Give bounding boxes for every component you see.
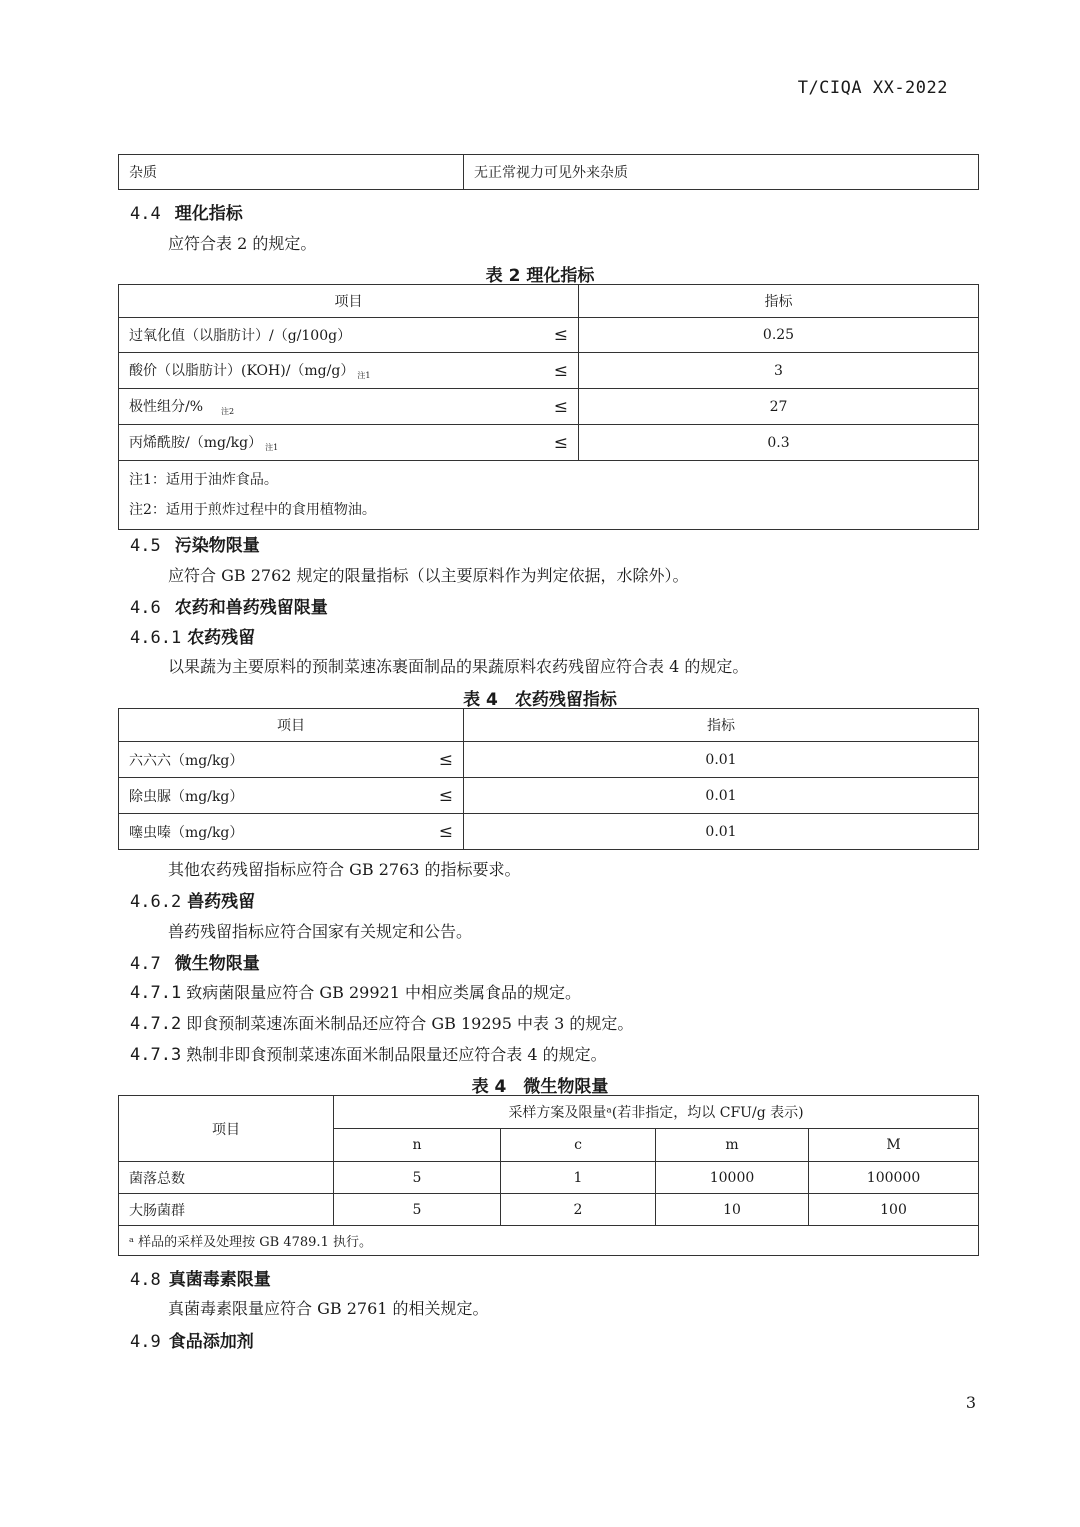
table2-physicochemical bbox=[118, 284, 979, 530]
table-header-cell: 指标 bbox=[579, 285, 979, 318]
section-heading-4-7 bbox=[130, 949, 260, 974]
table-cell-item: 噻虫嗪（mg/kg） bbox=[119, 814, 414, 850]
section-heading-4-6 bbox=[130, 593, 328, 618]
table-caption: 表 4 微生物限量 bbox=[471, 1077, 609, 1097]
table-cell-m: 10000 bbox=[656, 1162, 809, 1194]
table-cell-item bbox=[119, 425, 529, 461]
table-cell-n: 5 bbox=[334, 1194, 501, 1226]
table-header-cell: M bbox=[809, 1129, 979, 1162]
table-cell-item bbox=[119, 318, 529, 353]
table-cell-value: 0.01 bbox=[464, 814, 979, 850]
table-cell-le: ≤ bbox=[414, 742, 464, 778]
paragraph: 兽药残留指标应符合国家有关规定和公告。 bbox=[168, 922, 473, 941]
table-header-cell: n bbox=[334, 1129, 501, 1162]
table-header-cell: c bbox=[501, 1129, 656, 1162]
paragraph: 以果蔬为主要原料的预制菜速冻裹面制品的果蔬原料农药残留应符合表 4 的规定。 bbox=[168, 657, 749, 676]
table-notes-row bbox=[119, 1226, 979, 1256]
table-header-row bbox=[119, 1096, 979, 1129]
clause-number: 4.7.2 bbox=[130, 1014, 182, 1034]
table-cell-requirement: 无正常视力可见外来杂质 bbox=[464, 155, 979, 190]
section-number: 4.6.1 bbox=[130, 628, 182, 648]
clause-text: 即食预制菜速冻面米制品还应符合 GB 19295 中表 3 的规定。 bbox=[186, 1014, 634, 1033]
section-title: 农药和兽药残留限量 bbox=[174, 598, 328, 618]
table-header-cell: 指标 bbox=[464, 709, 979, 742]
clause-4-7-1 bbox=[130, 980, 581, 1003]
section-title: 食品添加剂 bbox=[168, 1332, 254, 1352]
clause-4-7-2 bbox=[130, 1011, 633, 1034]
table-cell-value: 0.3 bbox=[579, 425, 979, 461]
table-cell-c: 1 bbox=[501, 1162, 656, 1194]
section-number: 4.6 bbox=[130, 598, 161, 618]
table-header-cell: 项目 bbox=[119, 1096, 334, 1162]
table-header-cell: 采样方案及限量ᵃ(若非指定，均以 CFU/g 表示) bbox=[334, 1096, 979, 1129]
table-cell-value: 0.25 bbox=[579, 318, 979, 353]
section-heading-4-5 bbox=[130, 531, 260, 556]
section-title: 污染物限量 bbox=[174, 536, 260, 556]
table-row bbox=[119, 318, 979, 353]
table-cell-value: 0.01 bbox=[464, 742, 979, 778]
note-ref: 注2 bbox=[221, 407, 235, 416]
table-row bbox=[119, 389, 979, 425]
table-row bbox=[119, 814, 979, 850]
section-heading-4-6-2 bbox=[130, 887, 255, 912]
table1-tail bbox=[118, 154, 979, 190]
table4-pesticide bbox=[118, 708, 979, 850]
table-cell-value: 3 bbox=[579, 353, 979, 389]
document-code: T/CIQA XX-2022 bbox=[797, 78, 948, 98]
paragraph: 真菌毒素限量应符合 GB 2761 的相关规定。 bbox=[168, 1299, 489, 1318]
table-header-cell: 项目 bbox=[119, 285, 579, 318]
table-cell-value: 0.01 bbox=[464, 778, 979, 814]
clause-number: 4.7.1 bbox=[130, 983, 182, 1003]
table-header-row bbox=[119, 709, 979, 742]
paragraph: 应符合 GB 2762 规定的限量指标（以主要原料作为判定依据，水除外）。 bbox=[168, 566, 689, 585]
section-title: 理化指标 bbox=[174, 204, 243, 224]
table-cell-value: 27 bbox=[579, 389, 979, 425]
table-cell-le: ≤ bbox=[529, 389, 579, 425]
table-cell-item: 菌落总数 bbox=[119, 1162, 334, 1194]
table-cell-le: ≤ bbox=[414, 814, 464, 850]
paragraph: 应符合表 2 的规定。 bbox=[168, 234, 317, 253]
item-text: 过氧化值（以脂肪计）/（g/100g） bbox=[129, 328, 352, 344]
table-cell-item bbox=[119, 389, 529, 425]
table-header-cell: m bbox=[656, 1129, 809, 1162]
clause-number: 4.7.3 bbox=[130, 1045, 182, 1065]
section-number: 4.5 bbox=[130, 536, 161, 556]
table-cell-M: 100000 bbox=[809, 1162, 979, 1194]
table-cell-item: 除虫脲（mg/kg） bbox=[119, 778, 414, 814]
section-number: 4.7 bbox=[130, 954, 161, 974]
table-cell-item: 大肠菌群 bbox=[119, 1194, 334, 1226]
section-heading-4-8 bbox=[130, 1265, 271, 1290]
clause-text: 致病菌限量应符合 GB 29921 中相应类属食品的规定。 bbox=[186, 983, 581, 1002]
table-cell-item: 六六六（mg/kg） bbox=[119, 742, 414, 778]
table-note: ᵃ 样品的采样及处理按 GB 4789.1 执行。 bbox=[119, 1226, 979, 1256]
table-header-cell: 项目 bbox=[119, 709, 464, 742]
table-header-row bbox=[119, 285, 979, 318]
table-note: 注2：适用于煎炸过程中的食用植物油。 bbox=[129, 502, 376, 518]
note-ref: 注1 bbox=[265, 443, 279, 452]
section-number: 4.4 bbox=[130, 204, 161, 224]
paragraph: 其他农药残留指标应符合 GB 2763 的指标要求。 bbox=[168, 860, 521, 879]
clause-4-7-3 bbox=[130, 1042, 607, 1065]
table-cell-item bbox=[119, 353, 529, 389]
table-cell-M: 100 bbox=[809, 1194, 979, 1226]
table-cell-item: 杂质 bbox=[119, 155, 464, 190]
table-row bbox=[119, 1162, 979, 1194]
table-notes bbox=[119, 461, 979, 530]
table-row bbox=[119, 778, 979, 814]
section-number: 4.8 bbox=[130, 1270, 161, 1290]
clause-text: 熟制非即食预制菜速冻面米制品限量还应符合表 4 的规定。 bbox=[186, 1045, 607, 1064]
section-heading-4-9 bbox=[130, 1327, 254, 1352]
item-text: 极性组分/% bbox=[129, 399, 204, 415]
table-cell-c: 2 bbox=[501, 1194, 656, 1226]
table-cell-le: ≤ bbox=[529, 318, 579, 353]
section-title: 农药残留 bbox=[187, 628, 256, 648]
section-number: 4.9 bbox=[130, 1332, 161, 1352]
section-heading-4-6-1 bbox=[130, 623, 255, 648]
table-row bbox=[119, 742, 979, 778]
table-caption: 表 2 理化指标 bbox=[485, 266, 595, 286]
item-text: 丙烯酰胺/（mg/kg） bbox=[129, 435, 263, 451]
table-caption: 表 4 农药残留指标 bbox=[463, 690, 617, 710]
table-row bbox=[119, 155, 979, 190]
section-number: 4.6.2 bbox=[130, 892, 182, 912]
section-title: 兽药残留 bbox=[187, 892, 256, 912]
table-row bbox=[119, 353, 979, 389]
table-cell-le: ≤ bbox=[529, 425, 579, 461]
table4-microbial bbox=[118, 1095, 979, 1256]
note-ref: 注1 bbox=[357, 371, 371, 380]
table-note: 注1：适用于油炸食品。 bbox=[129, 472, 278, 488]
table-notes-row bbox=[119, 461, 979, 530]
table-row bbox=[119, 1194, 979, 1226]
item-text: 酸价（以脂肪计）(KOH)/（mg/g） bbox=[129, 363, 355, 379]
table-row bbox=[119, 425, 979, 461]
table-cell-le: ≤ bbox=[414, 778, 464, 814]
section-title: 真菌毒素限量 bbox=[168, 1270, 271, 1290]
page-number: 3 bbox=[965, 1393, 976, 1412]
section-title: 微生物限量 bbox=[174, 954, 260, 974]
table-cell-m: 10 bbox=[656, 1194, 809, 1226]
table-cell-le: ≤ bbox=[529, 353, 579, 389]
section-heading-4-4 bbox=[130, 199, 243, 224]
table-cell-n: 5 bbox=[334, 1162, 501, 1194]
